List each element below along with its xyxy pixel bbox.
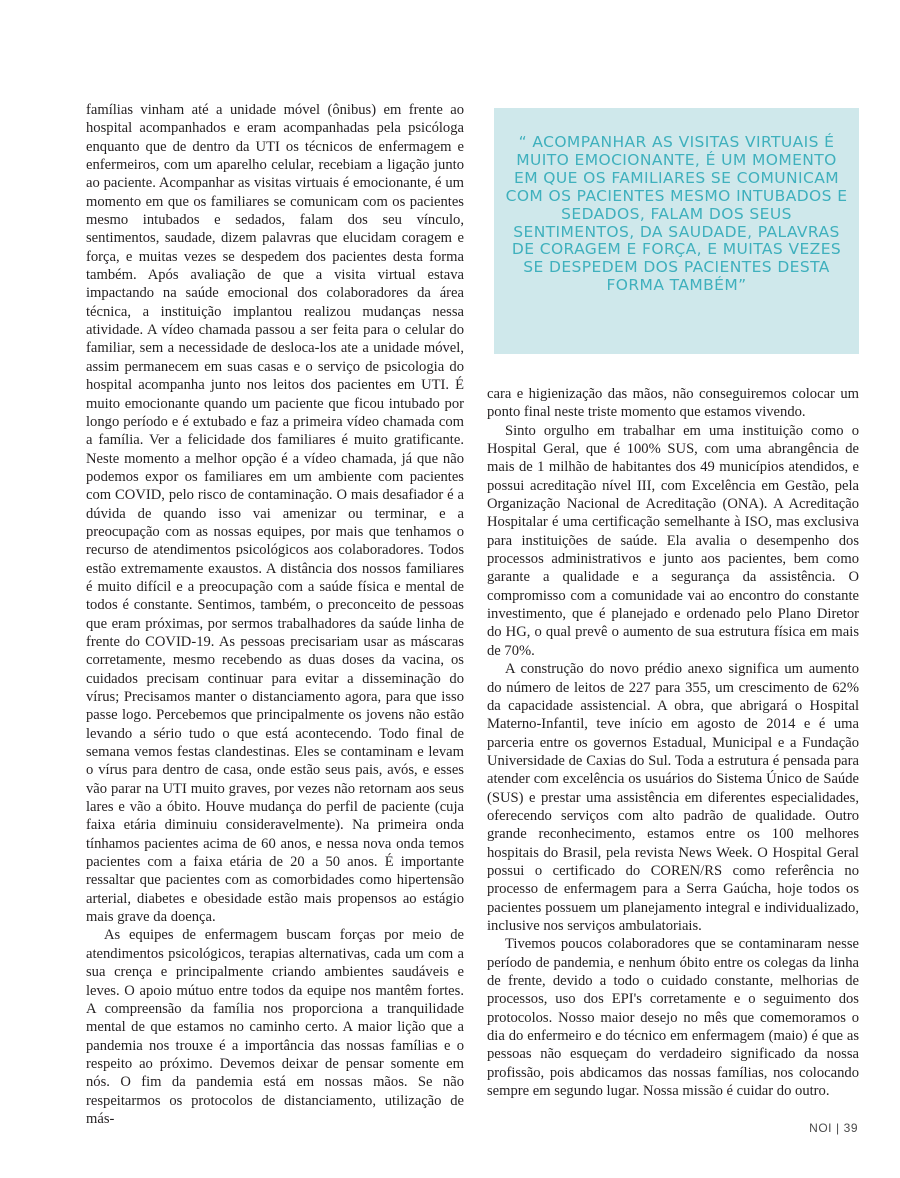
pull-quote-text: “ ACOMPANHAR AS VISITAS VIRTUAIS É MUITO EMOCIONANTE, É UM MOMENTO EM QUE OS FAMILIARES SE COMUNICAM COM OS PACIENTES MESMO INTUBADOS E SEDADOS, FALAM DOS SEUS SENTIMENTOS, DA SAUDADE, PALAVRAS DE CORAGEM E FORÇA, E MUITAS VEZES SE DESPEDEM DOS PACIENTES DESTA FORMA TAMBÉM” [505, 133, 848, 295]
left-text-column [86, 101, 464, 1128]
publication-name: NOI [809, 1121, 833, 1135]
body-paragraph: As equipes de enfermagem buscam forças por meio de atendimentos psicológicos, terapias alternativas, cada um com a sua crença e principalmente criando ambientes saudáveis e leves. O apoio mútuo entre todos da equipe nos mantêm fortes. A compreensão da família nos proporciona a tranquilidade mental de que estamos no caminho certo. A maior lição que a pandemia nos trouxe é a importância das nossas famílias e o respeito ao próximo. Devemos deixar de pensar somente em nós. O fim da pandemia está em nossas mãos. Se não respeitarmos os protocolos de distanciamento, utilização de más- [86, 927, 464, 1127]
body-paragraph: Tivemos poucos colaboradores que se contaminaram nesse período de pandemia, e nenhum óbito entre os colegas da linha de frente, devido a todo o cuidado constante, melhorias de processos, uso dos EPI's corretamente e o seguimento dos protocolos. Nosso maior desejo no mês que comemoramos o dia do enfermeiro e do técnico em enfermagem (maio) é que as pessoas não esqueçam do verdadeiro significado da nossa profissão, pois abdicamos das nossas famílias, nos colocando sempre em segundo lugar. Nossa missão é cuidar do outro. [487, 936, 859, 1100]
body-paragraph: famílias vinham até a unidade móvel (ônibus) em frente ao hospital acompanhados e eram acompanhadas pela psicóloga enquanto que de dentro da UTI os técnicos de enfermagem e enfermeiros, com um aparelho celular, recebiam a ligação junto ao paciente. Acompanhar as visitas virtuais é emocionante, é um momento em que os familiares se comunicam com os pacientes mesmo intubados e sedados, falam dos seu vínculo, sentimentos, saudade, dizem palavras que elucidam coragem e força, e muitas vezes se despedem dos pacientes desta forma também. Após avaliação de que a visita virtual estava impactando na saúde emocional dos colaboradores da área técnica, a instituição implantou realizou mudanças nessa atividade. A vídeo chamada passou a ser feita para o celular do familiar, sem a necessidade de desloca-los ate a unidade móvel, assim permanecem em suas casas e o serviço de psicologia do hospital acompanha junto nos leitos dos pacientes em UTI. É muito emocionante quando um paciente que ficou intubado por longo período e é extubado e faz a primeira vídeo chamada com a família. Ver a felicidade dos familiares é muito gratificante. Neste momento a melhor opção é a vídeo chamada, já que não podemos expor os familiares em um ambiente com pacientes com COVID, pelo risco de contaminação. O mais desafiador é a dúvida de quando isso vai amenizar ou terminar, e a preocupação com as nossas equipes, por mais que tenhamos o recurso de atendimentos psicológicos aos colaboradores. Todos estão extremamente exaustos. A distância dos nossos familiares é muito difícil e a preocupação com a saúde física e mental de todos é constante. Sentimos, também, o preconceito de pessoas que eram próximas, por sermos trabalhadores da saúde linha de frente do COVID-19. As pessoas precisariam usar as máscaras corretamente, mesmo recebendo as duas doses da vacina, os cuidados precisam continuar para evitar a disseminação do vírus; Precisamos manter o distanciamento agora, para que isso passe logo. Percebemos que principalmente os jovens não estão levando a sério tudo o que está acontecendo. Todo final de semana vemos festas clandestinas. Eles se contaminam e levam o vírus para dentro de casa, onde estão seus pais, avós, e esses vão parar na UTI muito graves, por vezes não retornam aos seus lares e vão a óbito. Houve mudança do perfil de paciente (cuja faixa etária diminuiu consideravelmente). Na primeira onda tínhamos pacientes acima de 60 anos, e nessa nova onda temos pacientes com a faixa etária de 20 a 50 anos. É importante ressaltar que pacientes com as comorbidades como hipertensão arterial, diabetes e obesidade estão mais propensos ao estágio mais grave da doença. [86, 102, 464, 926]
page-number: 39 [843, 1121, 858, 1135]
body-paragraph: cara e higienização das mãos, não conseguiremos colocar um ponto final neste triste momento que estamos vivendo. [487, 386, 859, 421]
body-paragraph: A construção do novo prédio anexo significa um aumento do número de leitos de 227 para 355, um crescimento de 62% da capacidade assistencial. A obra, que abrigará o Hospital Materno-Infantil, teve início em agosto de 2014 e é uma parceria entre os governos Estadual, Municipal e a Fundação Universidade de Caxias do Sul. Toda a estrutura é pensada para atender com excelência os usuários do Sistema Único de Saúde (SUS) e prestar uma assistência em diferentes especialidades, oferecendo serviços com alto padrão de qualidade. Outro grande reconhecimento, estamos entre os 100 melhores hospitais do Brasil, pela revista News Week. O Hospital Geral possui o certificado do COREN/RS como referência no processo de enfermagem para a Serra Gaúcha, hoje todos os pacientes possuem um planejamento integral e individualizado, inclusive nos serviços ambulatoriais. [487, 661, 859, 934]
page-folio [809, 1121, 858, 1135]
body-paragraph: Sinto orgulho em trabalhar em uma instituição como o Hospital Geral, que é 100% SUS, com uma abrangência de mais de 1 milhão de habitantes dos 49 municípios atendidos, e possui acreditação nível III, com Excelência em Gestão, pela Organização Nacional de Acreditação (ONA). A Acreditação Hospitalar é uma certificação semelhante à ISO, mas exclusiva para instituições de saúde. Ela avalia o desempenho dos processos administrativos e junto aos pacientes, bem como garante a qualidade e a segurança da assistência. O compromisso com a comunidade vai ao encontro do constante investimento, que é planejado e ordenado pelo Plano Diretor do HG, o qual prevê o aumento de sua estrutura física em mais de 70%. [487, 422, 859, 659]
pull-quote-box [494, 108, 859, 354]
folio-separator: | [836, 1121, 840, 1135]
right-text-column [487, 385, 859, 1100]
